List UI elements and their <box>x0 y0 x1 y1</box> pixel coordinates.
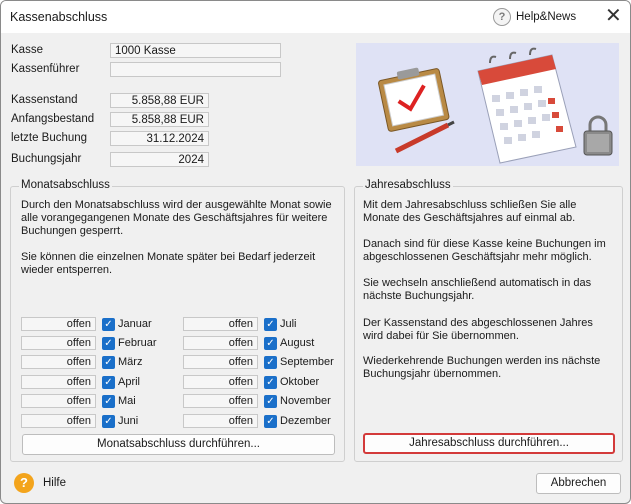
month-checkbox-juli[interactable]: ✓ <box>264 318 277 331</box>
kassenstand-field: 5.858,88 EUR <box>110 93 209 108</box>
help-label[interactable]: Hilfe <box>43 477 67 489</box>
month-checkbox-oktober[interactable]: ✓ <box>264 376 277 389</box>
jahresabschluss-group <box>354 179 623 462</box>
monatsabschluss-text-1: Durch den Monatsabschluss wird der ausgewählte Monat sowie alle vorangegangenen Monate des Geschäftsjahres für weitere Buchungen gesperrt. <box>21 199 332 237</box>
monatsabschluss-text-2: Sie können die einzelnen Monate später bei Bedarf jederzeit wieder entsperren. <box>21 251 316 276</box>
month-label-mai: Mai <box>118 395 136 407</box>
jahresabschluss-text-1: Mit dem Jahresabschluss schließen Sie alle Monate des Geschäftsjahres auf einmal ab. <box>363 199 577 224</box>
month-label-juli: Juli <box>280 318 297 330</box>
buchungsjahr-label: Buchungsjahr <box>11 153 82 165</box>
month-status-november: offen <box>183 394 258 408</box>
anfangsbestand-label: Anfangsbestand <box>11 113 95 125</box>
jahresabschluss-title: Jahresabschluss <box>365 179 451 191</box>
month-checkbox-november[interactable]: ✓ <box>264 395 277 408</box>
month-label-august: August <box>280 337 315 349</box>
month-status-september: offen <box>183 355 258 369</box>
cancel-button[interactable]: Abbrechen <box>536 473 621 494</box>
help-icon[interactable]: ? <box>14 473 34 493</box>
window-title: Kassenabschluss <box>10 10 108 24</box>
month-label-februar: Februar <box>118 337 157 349</box>
month-label-maerz: März <box>118 356 143 368</box>
kassenstand-label: Kassenstand <box>11 94 78 106</box>
month-checkbox-juni[interactable]: ✓ <box>102 415 115 428</box>
month-label-oktober: Oktober <box>280 376 320 388</box>
month-status-august: offen <box>183 336 258 350</box>
banner-illustration <box>356 43 619 166</box>
jahresabschluss-button[interactable]: Jahresabschluss durchführen... <box>363 433 615 454</box>
kassenfuehrer-field <box>110 62 281 77</box>
month-label-dezember: Dezember <box>280 415 331 427</box>
calendar-clipboard-icon <box>356 43 619 166</box>
help-news-label: Help&News <box>516 11 577 23</box>
close-icon[interactable]: ✕ <box>605 5 622 27</box>
month-label-november: November <box>280 395 331 407</box>
month-status-februar: offen <box>21 336 96 350</box>
month-status-juni: offen <box>21 414 96 428</box>
kassenfuehrer-label: Kassenführer <box>11 63 80 75</box>
month-checkbox-august[interactable]: ✓ <box>264 337 277 350</box>
month-status-januar: offen <box>21 317 96 331</box>
help-news-button[interactable] <box>493 8 576 26</box>
month-checkbox-mai[interactable]: ✓ <box>102 395 115 408</box>
jahresabschluss-text-5: Wiederkehrende Buchungen werden ins nächste Buchungsjahr übernommen. <box>363 355 601 380</box>
month-status-maerz: offen <box>21 355 96 369</box>
month-checkbox-september[interactable]: ✓ <box>264 356 277 369</box>
letzte-buchung-label: letzte Buchung <box>11 132 88 144</box>
month-checkbox-maerz[interactable]: ✓ <box>102 356 115 369</box>
kasse-label: Kasse <box>11 44 43 56</box>
jahresabschluss-text-2: Danach sind für diese Kasse keine Buchungen im abgeschlossenen Geschäftsjahr mehr möglich. <box>363 238 606 263</box>
month-label-januar: Januar <box>118 318 152 330</box>
month-status-oktober: offen <box>183 375 258 389</box>
anfangsbestand-field: 5.858,88 EUR <box>110 112 209 127</box>
month-checkbox-februar[interactable]: ✓ <box>102 337 115 350</box>
jahresabschluss-text-4: Der Kassenstand des abgeschlossenen Jahres wird dabei für Sie übernommen. <box>363 317 593 342</box>
month-status-mai: offen <box>21 394 96 408</box>
month-label-april: April <box>118 376 141 388</box>
monatsabschluss-group <box>10 179 345 462</box>
month-status-juli: offen <box>183 317 258 331</box>
kasse-field: 1000 Kasse <box>110 43 281 58</box>
monatsabschluss-button[interactable]: Monatsabschluss durchführen... <box>22 434 335 455</box>
jahresabschluss-text-3: Sie wechseln anschließend automatisch in das nächste Buchungsjahr. <box>363 277 592 302</box>
monatsabschluss-title: Monatsabschluss <box>21 179 110 191</box>
letzte-buchung-field: 31.12.2024 <box>110 131 209 146</box>
month-checkbox-april[interactable]: ✓ <box>102 376 115 389</box>
title-bar <box>1 1 630 33</box>
month-label-september: September <box>280 356 334 368</box>
month-status-dezember: offen <box>183 414 258 428</box>
month-label-juni: Juni <box>118 415 139 427</box>
question-icon: ? <box>493 8 511 26</box>
month-checkbox-januar[interactable]: ✓ <box>102 318 115 331</box>
month-checkbox-dezember[interactable]: ✓ <box>264 415 277 428</box>
month-status-april: offen <box>21 375 96 389</box>
buchungsjahr-field: 2024 <box>110 152 209 167</box>
